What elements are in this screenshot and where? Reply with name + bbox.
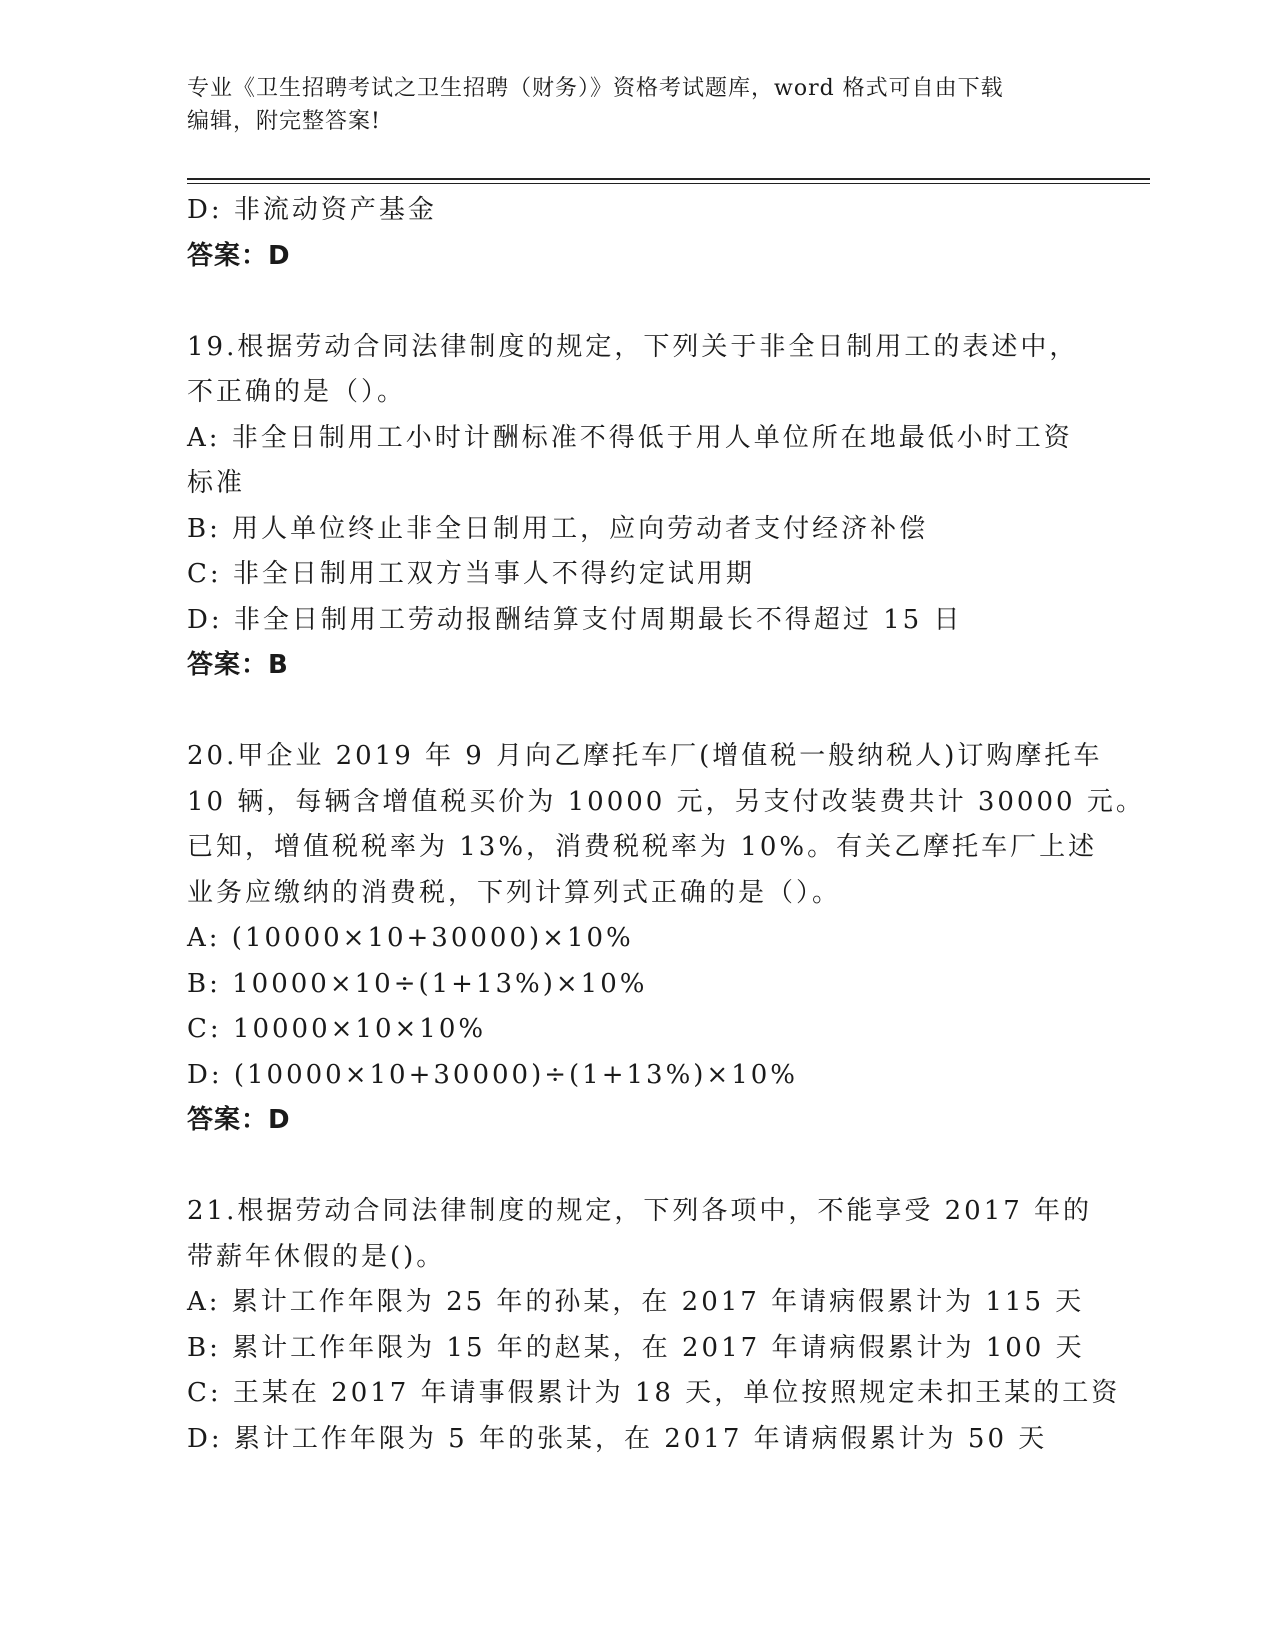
question-21 <box>187 1189 1121 1462</box>
header-line-1: 专业《卫生招聘考试之卫生招聘（财务）》资格考试题库，word 格式可自由下载 <box>187 76 1004 101</box>
option-a: A: 累计工作年限为 25 年的孙某，在 2017 年请病假累计为 115 天 <box>187 1287 1085 1317</box>
option-d: D: (10000×10+30000)÷(1+13%)×10% <box>187 1059 798 1090</box>
option-c: C: 非全日制用工双方当事人不得约定试用期 <box>187 559 755 589</box>
question-20 <box>187 734 1145 1144</box>
option-b: B: 10000×10÷(1+13%)×10% <box>187 968 648 999</box>
question-stem: 已知，增值税税率为 13%，消费税税率为 10%。有关乙摩托车厂上述 <box>187 832 1098 862</box>
page-header <box>187 72 1087 138</box>
option-c: C: 王某在 2017 年请事假累计为 18 天，单位按照规定未扣王某的工资 <box>187 1378 1121 1408</box>
spacer <box>187 1144 1087 1190</box>
question-stem: 20.甲企业 2019 年 9 月向乙摩托车厂(增值税一般纳税人)订购摩托车 <box>187 741 1103 771</box>
question-stem: 带薪年休假的是()。 <box>187 1241 446 1272</box>
option-d: D: 非流动资产基金 <box>187 195 437 225</box>
previous-question-tail <box>187 188 1087 279</box>
answer-label: 答案：B <box>187 650 289 680</box>
question-stem: 业务应缴纳的消费税，下列计算列式正确的是（）。 <box>187 877 842 908</box>
option-c: C: 10000×10×10% <box>187 1014 487 1044</box>
option-d: D: 非全日制用工劳动报酬结算支付周期最长不得超过 15 日 <box>187 604 963 635</box>
option-a: A: (10000×10+30000)×10% <box>187 923 634 953</box>
option-b: B: 用人单位终止非全日制用工，应向劳动者支付经济补偿 <box>187 513 929 544</box>
question-stem: 不正确的是（）。 <box>187 377 407 407</box>
question-stem: 21.根据劳动合同法律制度的规定，下列各项中，不能享受 2017 年的 <box>187 1196 1093 1226</box>
question-stem: 10 辆，每辆含增值税买价为 10000 元，另支付改装费共计 30000 元。 <box>187 786 1145 817</box>
question-19 <box>187 325 1087 689</box>
header-divider-thin <box>187 183 1150 184</box>
question-stem: 19.根据劳动合同法律制度的规定，下列关于非全日制用工的表述中， <box>187 331 1079 362</box>
spacer <box>187 689 1087 735</box>
option-d: D: 累计工作年限为 5 年的张某，在 2017 年请病假累计为 50 天 <box>187 1423 1048 1454</box>
option-b: B: 累计工作年限为 15 年的赵某，在 2017 年请病假累计为 100 天 <box>187 1332 1085 1363</box>
option-a: A: 非全日制用工小时计酬标准不得低于用人单位所在地最低小时工资 <box>187 422 1073 453</box>
spacer <box>187 279 1087 325</box>
answer-label: 答案：D <box>187 1105 291 1135</box>
header-line-2: 编辑，附完整答案! <box>187 109 381 134</box>
option-a-continued: 标准 <box>187 468 246 498</box>
question-content <box>187 188 1145 1462</box>
answer-label: 答案：D <box>187 240 291 271</box>
header-divider-thick <box>187 178 1150 180</box>
